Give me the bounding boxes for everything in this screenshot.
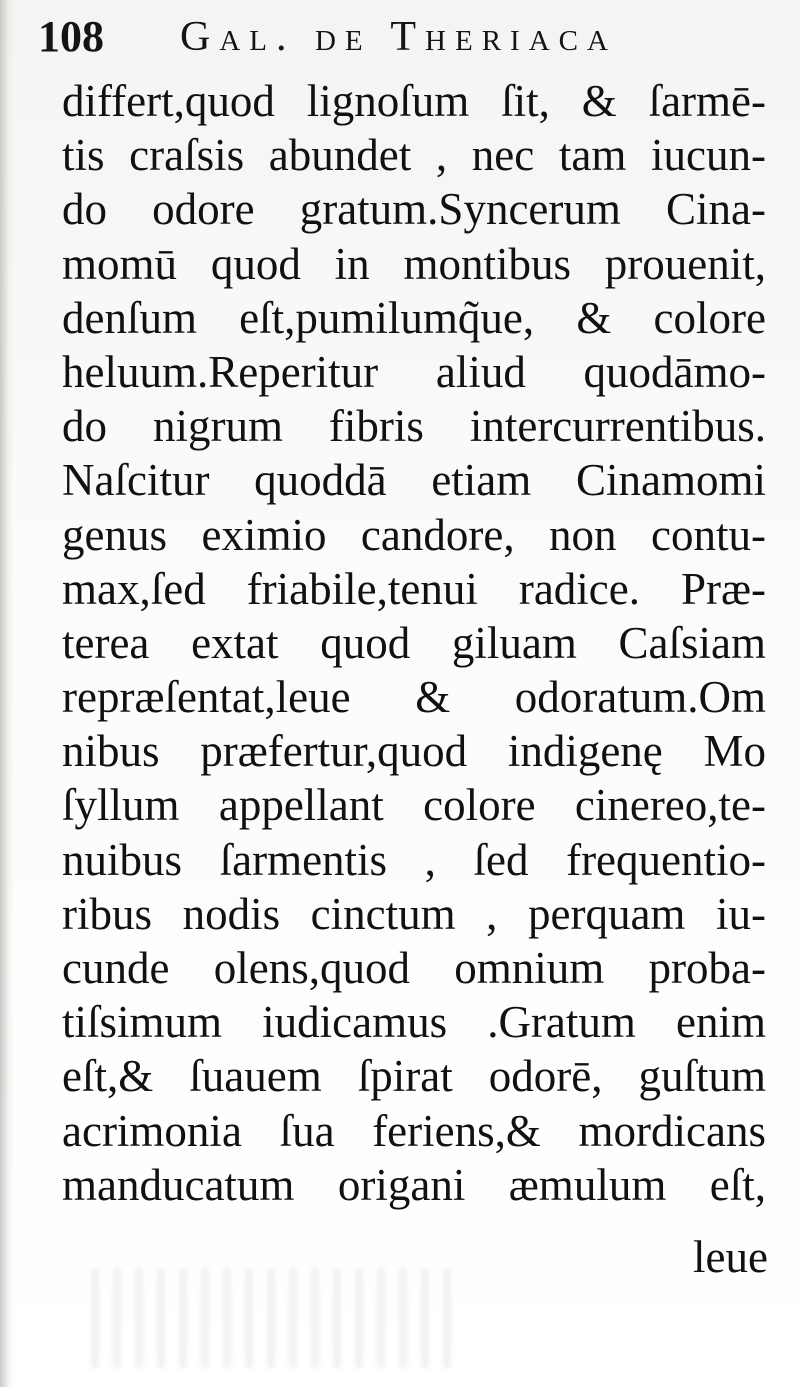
text-line: cunde olens,quod omnium proba- [62,943,766,993]
text-line: tis craſsis abundet , nec tam iucun- [62,130,766,181]
text-line: terea extat quod giluam Caſsiam [62,617,766,668]
text-line: repræſentat,leue & odoratum.Om [62,672,766,723]
text-line: differt,quod lignoſum ſit, & ſarmē- [62,76,766,126]
catchword: leue [693,1232,768,1282]
text-line: nuibus ſarmentis , ſed frequentio- [62,834,766,885]
gutter-shadow [0,0,14,1387]
text-line: heluum.Reperitur aliud quodāmo- [62,346,766,397]
text-line: ribus nodis cinctum , perquam iu- [62,888,766,939]
text-line: nibus præfertur,quod indigenę Mo [62,726,766,777]
text-line: max,ſed friabile,tenui radice. Præ- [62,563,766,614]
page-header [38,6,768,68]
body-text [62,74,766,1212]
text-line: denſum eſt,pumilumq̃ue, & colore [62,292,766,343]
text-line: tiſsimum iudicamus .Gratum enim [62,997,766,1048]
text-line: do nigrum fibris intercurrentibus. [62,401,766,452]
text-line: eſt,& ſuauem ſpirat odorē, guſtum [62,1051,766,1102]
text-line: do odore gratum.Syncerum Cina- [62,184,766,235]
text-line: manducatum origani æmulum eſt, [62,1159,766,1210]
page-number: 108 [38,12,104,61]
text-line: acrimonia ſua feriens,& mordicans [62,1105,766,1156]
show-through-bleed [92,1268,452,1368]
text-line: momū quod in montibus prouenit, [62,238,766,289]
text-line: Naſcitur quoddā etiam Cinamomi [62,455,766,506]
text-line: genus eximio candore, non contu- [62,509,766,560]
text-line: ſyllum appellant colore cinereo,te- [62,780,766,831]
running-head: Gal. de Theriaca [180,14,617,60]
